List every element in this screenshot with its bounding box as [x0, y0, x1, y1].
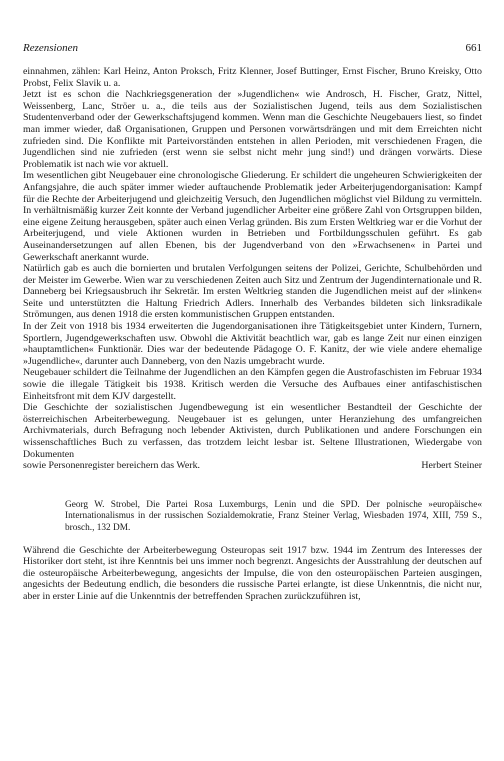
paragraph: einnahmen, zählen: Karl Heinz, Anton Proksch, Fritz Klenner, Josef Buttinger, Ernst Fischer, Bruno Kreisky, Otto Probst, Felix Slavik u. a. — [23, 66, 482, 89]
paragraph: Natürlich gab es auch die bornierten und brutalen Verfolgungen seitens der Polizei, Gerichte, Schulbehörden und der Meister im Gewerbe. Wien war zu verschiedenen Zeiten auch Sitz und Zentrum der Jugendinternationale und R. Danneberg bei Kriegsausbruch ihr Sekretär. Im ersten Weltkrieg standen die Jugendlichen meist auf der »linken« Seite und unterstützten die Haltung Friedrich Adlers. Innerhalb des Verbandes bildeten sich linksradikale Strömungen, aus denen 1918 die ersten kommunistischen Gruppen entstanden. — [23, 263, 482, 321]
review-author: Herbert Steiner — [421, 460, 482, 472]
page-number: 661 — [465, 42, 482, 54]
paragraph: Die Geschichte der sozialistischen Jugendbewegung ist ein wesentlicher Bestandteil der Geschichte der österreichischen Arbeiterbewegung. Neugebauer ist es gelungen, unter Heranziehung des umfangreichen Archivmaterials, durch Befragung noch lebender Aktivisten, durch Publikationen und andere Forschungen ein wissenschaftliches Buch zu verfassen, das trotzdem leicht lesbar ist. Seltene Illustrationen, Wiedergabe von Dokumenten — [23, 402, 482, 460]
paragraph: Während die Geschichte der Arbeiterbewegung Osteuropas seit 1917 bzw. 1944 im Zentrum des Interesses der Historiker dort steht, ist ihre Kenntnis bei uns immer noch begrenzt. Angesichts der Ausstrahlung der deutschen auf die osteuropäische Arbeiterbewegung, angesichts der Impulse, die von den osteuropäischen Parteien ausgingen, angesichts der Bedeutung endlich, die besonders die russische Partei erlangte, ist diese Unkenntnis, die nicht nur, aber in erster Linie auf die Unkenntnis der betreffenden Sprachen zurückzuführen ist, — [23, 544, 482, 602]
running-header — [23, 42, 482, 66]
book-citation: Georg W. Strobel, Die Partei Rosa Luxemburgs, Lenin und die SPD. Der polnische »europäische« Internationalismus in der russischen Sozialdemokratie, Franz Steiner Verlag, Wiesbaden 1974, XIII, 759 S., brosch., 132 DM. — [65, 499, 482, 533]
review-2 — [23, 545, 482, 603]
paragraph: Jetzt ist es schon die Nachkriegsgeneration der »Jugendlichen« wie Androsch, H. Fischer, Gratz, Nittel, Weissenberg, Lanc, Ströer u. a., die teils aus der Sozialistischen Jugend, teils aus dem Sozialistischen Studentenverband oder der Gewerkschaftsjugend kommen. Wenn man die Geschichte Neugebauers liest, so findet man immer wieder, daß Organisationen, Gruppen und Personen vorwärtsdrängen und mit dem Erreichten nicht zufrieden sind. Die Konflikte mit Parteivorständen entstehen in allen Perioden, mit verschiedenen Fragen, die Jugendlichen sind nie zufrieden (erst wenn sie selbst nicht mehr jung sind!) und drängen vorwärts. Diese Problematik ist nach wie vor aktuell. — [23, 89, 482, 170]
section-title: Rezensionen — [23, 42, 78, 54]
paragraph: Neugebauer schildert die Teilnahme der Jugendlichen an den Kämpfen gegen die Austrofaschisten im Februar 1934 sowie die illegale Tätigkeit bis 1938. Kritisch werden die Versuche des Aufbaues einer antifaschistischen Einheitsfront mit dem KJV dargestellt. — [23, 367, 482, 402]
paragraph: In der Zeit von 1918 bis 1934 erweiterten die Jugendorganisationen ihre Tätigkeitsgebiet unter Kindern, Turnern, Sportlern, Jugendgewerkschaften usw. Obwohl die Aktivität beachtlich war, gab es lange Zeit nur einen einzigen »hauptamtlichen« Funktionär. Dies war der bedeutende Pädagoge O. F. Kanitz, der wie viele andere ehemalige »Jugendliche«, darunter auch Danneberg, von den Nazis umgebracht wurde. — [23, 321, 482, 367]
review-1 — [23, 66, 482, 472]
paragraph: Im wesentlichen gibt Neugebauer eine chronologische Gliederung. Er schildert die ungeheuren Schwierigkeiten der Anfangsjahre, die auch später immer wieder auftauchende Problematik jeder Arbeiterjugendorganisation: Kampf für die Rechte der Arbeiterjugend und gleichzeitig Versuch, den Jugendlichen möglichst viel Bildung zu vermitteln. In verhältnismäßig kurzer Zeit konnte der Verband jugendlicher Arbeiter eine größere Zahl von Ortsgruppen bilden, eine eigene Zeitung herausgeben, später auch einen Verlag gründen. Bis zum Ersten Weltkrieg war er die Vorhut der Arbeiterjugend, und viele Aktionen wurden in Betrieben und Fortbildungsschulen geführt. Es gab Auseinandersetzungen auf allen Ebenen, bis der Jugendverband von den »Erwachsenen« in Partei und Gewerkschaft anerkannt wurde. — [23, 170, 482, 263]
section-spacer — [23, 472, 482, 500]
review-closing-line — [23, 460, 482, 472]
closing-text: sowie Personenregister bereichern das Werk. — [23, 460, 200, 472]
page — [23, 42, 482, 603]
